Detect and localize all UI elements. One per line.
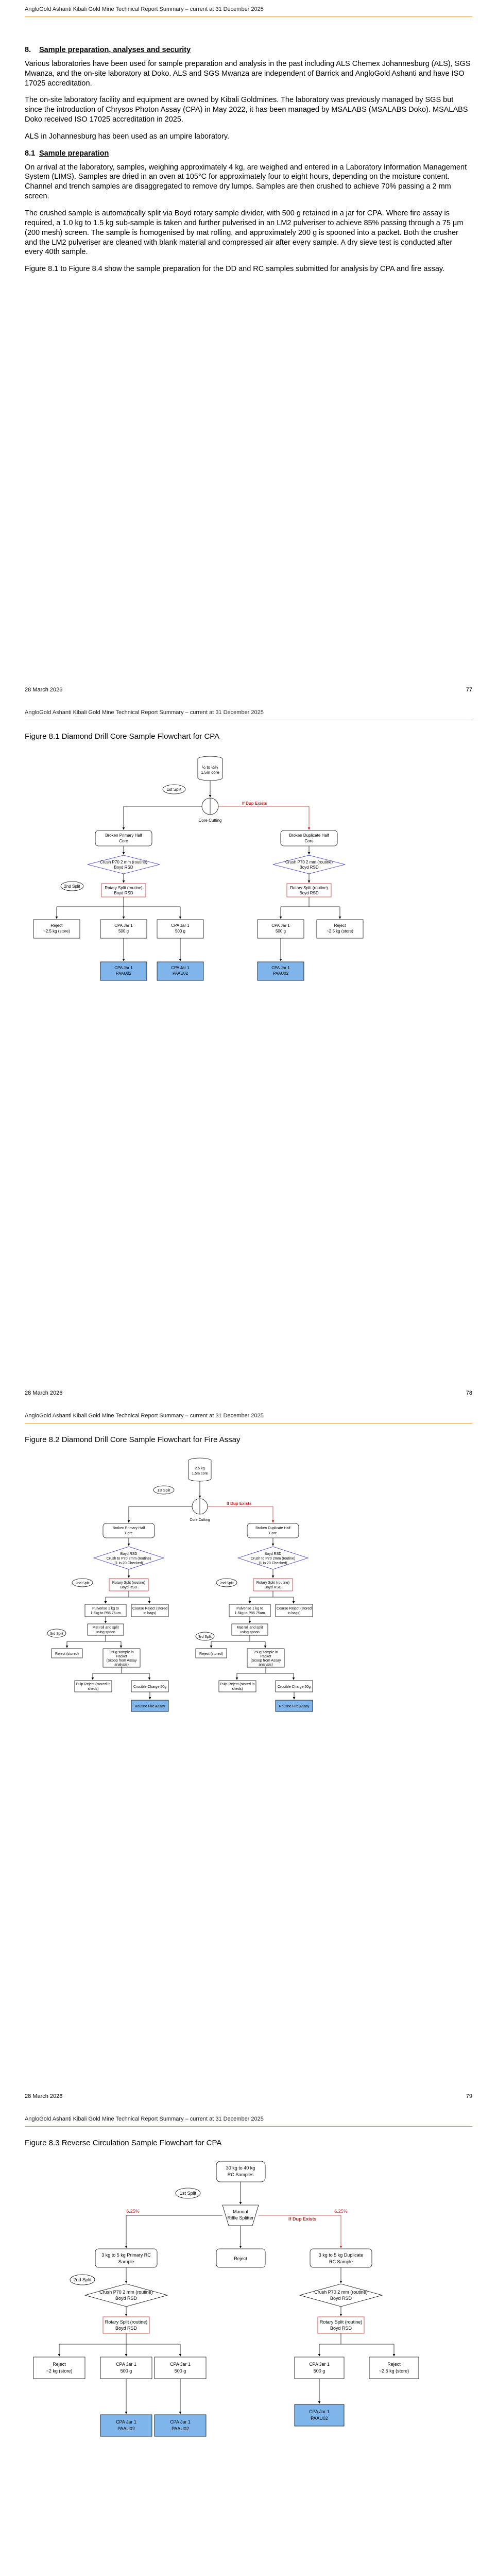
crush-diamond-dup <box>273 855 345 874</box>
crush-dup-label-2: Boyd RSD <box>299 865 319 870</box>
page-79 <box>0 1406 497 2110</box>
duplicate-half-label-1: Broken Duplicate Half <box>255 1527 290 1530</box>
primary-half-box <box>103 1523 155 1538</box>
rc-samples-box <box>216 2161 265 2182</box>
crush-dup-label-3: (1 in 20 Checked) <box>259 1562 287 1565</box>
crush-dup-label-2: Boyd RSD <box>330 2296 352 2301</box>
pulp-dup-label-2: sheds) <box>232 1687 243 1691</box>
crucible-dup-label: Crucible Charge 50g <box>277 1685 311 1689</box>
subsection-heading <box>25 149 472 159</box>
split-1-label: 1st Split <box>157 1489 170 1493</box>
core-cutting-node <box>199 798 222 823</box>
subsection-number: 8.1 <box>25 149 36 158</box>
reject-dup-label-2: ~2.5 kg (store) <box>379 2368 409 2374</box>
duplicate-rc-label-1: 3 kg to 5 kg Duplicate <box>318 2252 364 2258</box>
section-title: Sample preparation, analyses and security <box>39 46 191 54</box>
cpa-jar-box <box>100 2357 152 2379</box>
rotary-dup-label-1: Rotary Split (routine) <box>319 2319 363 2325</box>
dup-label: If Dup Exists <box>227 1501 252 1506</box>
split-2-label: 2nd Split <box>64 884 80 889</box>
page-80 <box>0 2110 497 2576</box>
crush-label-1: Boyd RSD <box>120 1552 138 1556</box>
blue-dup-label-1: CPA Jar 1 <box>309 2409 330 2414</box>
split-3-dup-label: 3rd Split <box>198 1635 212 1639</box>
duplicate-half-label-2: Core <box>304 839 314 843</box>
matroll-label-2: using spoon <box>96 1631 115 1634</box>
packet-label-3: (Scoop from Assay <box>106 1659 137 1663</box>
jar2-label-1: CPA Jar 1 <box>170 2362 191 2367</box>
crush-dup-label-1: Crush P70 2 mm (routine) <box>285 860 333 865</box>
coarse-label-2: in bags) <box>143 1612 157 1615</box>
rotary-dup-label-2: Boyd RSD <box>299 891 319 895</box>
reject-dup-label-1: Reject <box>334 923 346 928</box>
footer-date: 28 March 2026 <box>25 2093 63 2099</box>
split-2-label: 2nd Split <box>73 2277 92 2282</box>
paau02-box-dup <box>295 2404 344 2426</box>
crush-dup-label-2: Crush to P70 2mm (routine) <box>250 1557 296 1561</box>
crush-label-3: (1 in 20 Checked) <box>114 1562 143 1565</box>
core-cutting-node <box>190 1499 210 1522</box>
figure-title: Figure 8.1 Diamond Drill Core Sample Flowchart for CPA <box>25 732 220 741</box>
packet-label-2: Packet <box>116 1655 127 1658</box>
blue2-label-2: PAAU02 <box>172 2426 189 2431</box>
jar2-label-1: CPA Jar 1 <box>171 923 190 928</box>
coarse-label-1: Coarse Reject (stored <box>132 1607 168 1611</box>
crush-dup-label-1: Crush P70 2 mm (routine) <box>314 2290 368 2295</box>
packet-dup-label-1: 250g sample in <box>253 1651 278 1654</box>
crush-diamond <box>85 2284 167 2307</box>
rotary-label-2: Boyd RSD <box>115 2326 138 2331</box>
page-78 <box>0 703 497 1406</box>
pulp-label-2: sheds) <box>88 1687 99 1691</box>
jar-dup-label-2: 500 g <box>313 2368 325 2374</box>
paragraph: Figure 8.1 to Figure 8.4 show the sample preparation for the DD and RC samples submitted for analysis by CPA and fire assay. <box>25 265 445 274</box>
packet-label-4: analysis) <box>114 1663 129 1667</box>
fire-assay-dup-label: Routine Fire Assay <box>279 1705 310 1708</box>
flowchart-dd-fire-assay <box>0 1406 497 2110</box>
primary-half-label-2: Core <box>119 839 128 843</box>
crush-label-2: Boyd RSD <box>114 865 133 870</box>
rotary-label-1: Rotary Split (routine) <box>105 886 143 890</box>
core-cutting-label: Core Cutting <box>198 818 222 823</box>
page-number: 78 <box>466 1390 472 1396</box>
rotary-label-2: Boyd RSD <box>120 1586 138 1589</box>
crucible-label: Crucible Charge 50g <box>133 1685 167 1689</box>
rotary-dup-label-2: Boyd RSD <box>330 2326 352 2331</box>
reject-mid-label: Reject <box>234 2256 247 2261</box>
cylinder-label-1: 2.5 kg <box>195 1467 205 1470</box>
blue-dup-label-2: PAAU02 <box>272 971 289 976</box>
coarse-dup-label-2: in bags) <box>287 1612 301 1615</box>
reject-stored-dup-label: Reject (stored) <box>199 1652 223 1656</box>
matroll-label-1: Mat roll and split <box>92 1626 119 1630</box>
reject-label-2: ~2.5 kg (store) <box>43 929 70 934</box>
paragraph: The on-site laboratory facility and equipment are owned by Kibali Goldmines. The laboratory was previously managed by SGS but since the introduction of Chrysos Photon Assay (CPA) in May 2022, it has been managed by MSALABS (MSALABS Doko). MSALABS Doko received ISO 17025 accreditation in 2025. <box>25 96 468 124</box>
flowchart-dd-cpa <box>0 703 497 1406</box>
dup-label: If Dup Exists <box>242 801 267 806</box>
pct-left-label: 6.25% <box>126 2209 140 2214</box>
paau02-box <box>100 2415 152 2436</box>
duplicate-rc-box <box>310 2249 372 2267</box>
packet-dup-label-2: Packet <box>260 1655 271 1658</box>
page-header: AngloGold Ashanti Kibali Gold Mine Technical Report Summary – current at 31 December 2025 <box>25 709 264 716</box>
reject-label-1: Reject <box>50 923 63 928</box>
blue2-label-1: CPA Jar 1 <box>170 2419 191 2425</box>
cpa-jar-box-dup <box>295 2357 344 2379</box>
cylinder-label-1: ½ to ½¾ <box>202 765 218 770</box>
jar-label-1: CPA Jar 1 <box>116 2362 136 2367</box>
jar-dup-label-1: CPA Jar 1 <box>309 2362 330 2367</box>
jar2-label-2: 500 g <box>175 929 186 934</box>
subsection-title: Sample preparation <box>39 149 109 158</box>
matroll-dup-label-1: Mat roll and split <box>236 1626 263 1630</box>
figure-title: Figure 8.3 Reverse Circulation Sample Flowchart for CPA <box>25 2139 222 2147</box>
rotary-label-1: Rotary Split (routine) <box>112 1581 146 1585</box>
core-cutting-label: Core Cutting <box>190 1518 210 1522</box>
jar-label-2: 500 g <box>118 929 129 934</box>
blue-label-1: CPA Jar 1 <box>116 2419 136 2425</box>
blue-label-2: PAAU02 <box>117 2426 135 2431</box>
rotary-dup-label-2: Boyd RSD <box>264 1586 282 1589</box>
crush-diamond-dup <box>300 2284 382 2307</box>
rc-top-label-2: RC Samples <box>227 2172 254 2177</box>
blue-label-2: PAAU02 <box>115 971 132 976</box>
rc-top-label-1: 30 kg to 40 kg <box>226 2165 255 2171</box>
duplicate-half-label-1: Broken Duplicate Half <box>289 833 329 838</box>
paau02-box-2 <box>155 2415 206 2436</box>
rotary-dup-label-1: Rotary Split (routine) <box>256 1581 290 1585</box>
footer-date: 28 March 2026 <box>25 687 63 693</box>
crush-label-1: Crush P70 2 mm (routine) <box>99 860 148 865</box>
blue2-label-2: PAAU02 <box>172 971 188 976</box>
packet-dup-label-3: (Scoop from Assay <box>250 1659 281 1663</box>
jar-label-2: 500 g <box>120 2368 132 2374</box>
primary-half-label-1: Broken Primary Half <box>112 1527 145 1530</box>
blue-dup-label-1: CPA Jar 1 <box>271 965 290 970</box>
dup-label: If Dup Exists <box>288 2216 317 2222</box>
fire-assay-label: Routine Fire Assay <box>134 1705 165 1708</box>
header-rule <box>25 16 472 17</box>
reject-box <box>33 2357 85 2379</box>
primary-rc-label-1: 3 kg to 5 kg Primary RC <box>101 2252 151 2258</box>
pulv-label-2: 1.5kg to P85 75um <box>90 1612 121 1615</box>
reject-box-dup <box>369 2357 419 2379</box>
reject-label-1: Reject <box>53 2362 66 2367</box>
crush-label-2: Boyd RSD <box>115 2296 138 2301</box>
rotary-label-2: Boyd RSD <box>114 891 133 895</box>
pulv-dup-label-2: 1.5kg to P85 75um <box>234 1612 265 1615</box>
jar2-label-2: 500 g <box>174 2368 186 2374</box>
split-1-label: 1st Split <box>166 787 182 792</box>
paragraph: The crushed sample is automatically split via Boyd rotary sample divider, with 500 g retained in a jar for CPA. Where fire assay is required, a 1.0 kg to 1.5 kg sub-sample is taken and further pulverised in an LM2 pulveriser to achieve 85% passing through a 75 µm (200 mesh) screen. The sample is homogenised by mat rolling, and approximately 200 g is spooned into a packet. Both the crusher and the LM2 pulveriser are cleaned with blank material and compressed air after every sample. A dry sieve test is conducted after every 40th sample. <box>25 209 464 257</box>
page-header: AngloGold Ashanti Kibali Gold Mine Technical Report Summary – current at 31 December 2025 <box>25 1413 264 1419</box>
rotary-label-1: Rotary Split (routine) <box>105 2319 148 2325</box>
crush-dup-label-1: Boyd RSD <box>264 1552 282 1556</box>
reject-dup-label-1: Reject <box>387 2362 401 2367</box>
page-77 <box>0 0 497 703</box>
blue2-label-1: CPA Jar 1 <box>171 965 190 970</box>
paragraph: Various laboratories have been used for sample preparation and analysis in the past including ALS Chemex Johannesburg (ALS), SGS Mwanza, and the on-site laboratory at Doko. ALS and SGS Mwanza are independent of Barrick and AngloGold Ashanti and have ISO 17025 accreditation. <box>25 59 471 88</box>
duplicate-half-box <box>247 1523 299 1538</box>
reject-stored-label: Reject (stored) <box>55 1652 79 1656</box>
section-number: 8. <box>25 46 31 54</box>
page-header: AngloGold Ashanti Kibali Gold Mine Technical Report Summary – current at 31 December 2025 <box>25 2116 264 2122</box>
packet-dup-label-4: analysis) <box>259 1663 273 1667</box>
pulv-label-1: Pulverise 1 kg to <box>92 1607 119 1611</box>
split-2-label: 2nd Split <box>75 1582 90 1585</box>
jar-label-1: CPA Jar 1 <box>114 923 133 928</box>
crush-diamond <box>88 855 160 874</box>
core-cylinder <box>198 756 222 781</box>
paragraph: On arrival at the laboratory, samples, weighing approximately 4 kg, are weighed and entered in a Laboratory Information Management System (LIMS). Samples are dried in an oven at 105°C for approximately four to eight hours, depending on the moisture content. Channel and trench samples are disaggregated to remove dry lumps. Samples are then crushed to achieve 70% passing a 2 mm screen. <box>25 163 467 201</box>
pulp-label-1: Pulp Reject (stored in <box>76 1683 111 1686</box>
cylinder-label-2: 1.5m core <box>192 1472 208 1476</box>
matroll-dup-label-2: using spoon <box>240 1631 260 1634</box>
footer-date: 28 March 2026 <box>25 1390 63 1396</box>
split-1-label: 1st Split <box>179 2191 197 2196</box>
duplicate-rc-label-2: RC Sample <box>329 2259 353 2264</box>
section-heading <box>25 45 472 55</box>
coarse-dup-label-1: Coarse Reject (stored <box>276 1607 312 1611</box>
duplicate-half-label-2: Core <box>269 1532 277 1535</box>
page-body <box>25 45 472 281</box>
pct-right-label: 6.25% <box>334 2209 348 2214</box>
rotary-dup-label-1: Rotary Split (routine) <box>290 886 328 890</box>
crush-label-1: Crush P70 2 mm (routine) <box>99 2290 153 2295</box>
jar-dup-label-2: 500 g <box>275 929 286 934</box>
cpa-jar-box-2 <box>155 2357 206 2379</box>
blue-label-1: CPA Jar 1 <box>114 965 133 970</box>
reject-label-2: ~2 kg (store) <box>46 2368 73 2374</box>
cylinder-label-2: 1.5m core <box>201 770 219 775</box>
crush-label-2: Crush to P70 2mm (routine) <box>106 1557 151 1561</box>
riffle-label-2: Riffle Splitter <box>227 2215 254 2221</box>
primary-rc-box <box>95 2249 157 2267</box>
primary-half-label-2: Core <box>125 1532 133 1535</box>
flowchart-rc-cpa <box>0 2110 497 2576</box>
split-3-label: 3rd Split <box>50 1632 63 1636</box>
riffle-label-1: Manual <box>233 2209 248 2214</box>
reject-dup-label-2: ~2.5 kg (store) <box>327 929 353 934</box>
packet-label-1: 250g sample in <box>109 1651 134 1654</box>
pulp-dup-label-1: Pulp Reject (stored in <box>220 1683 255 1686</box>
jar-dup-label-1: CPA Jar 1 <box>271 923 290 928</box>
figure-title: Figure 8.2 Diamond Drill Core Sample Flowchart for Fire Assay <box>25 1435 241 1444</box>
page-number: 79 <box>466 2093 472 2099</box>
page-header: AngloGold Ashanti Kibali Gold Mine Technical Report Summary – current at 31 December 2025 <box>25 6 264 12</box>
split-2-dup-label: 2nd Split <box>219 1582 234 1585</box>
core-cylinder <box>188 1458 211 1481</box>
primary-half-label-1: Broken Primary Half <box>105 833 142 838</box>
page-number: 77 <box>466 687 472 693</box>
paragraph: ALS in Johannesburg has been used as an umpire laboratory. <box>25 132 230 141</box>
pulv-dup-label-1: Pulverise 1 kg to <box>236 1607 263 1611</box>
primary-rc-label-2: Sample <box>118 2259 134 2264</box>
blue-dup-label-2: PAAU02 <box>311 2416 328 2421</box>
